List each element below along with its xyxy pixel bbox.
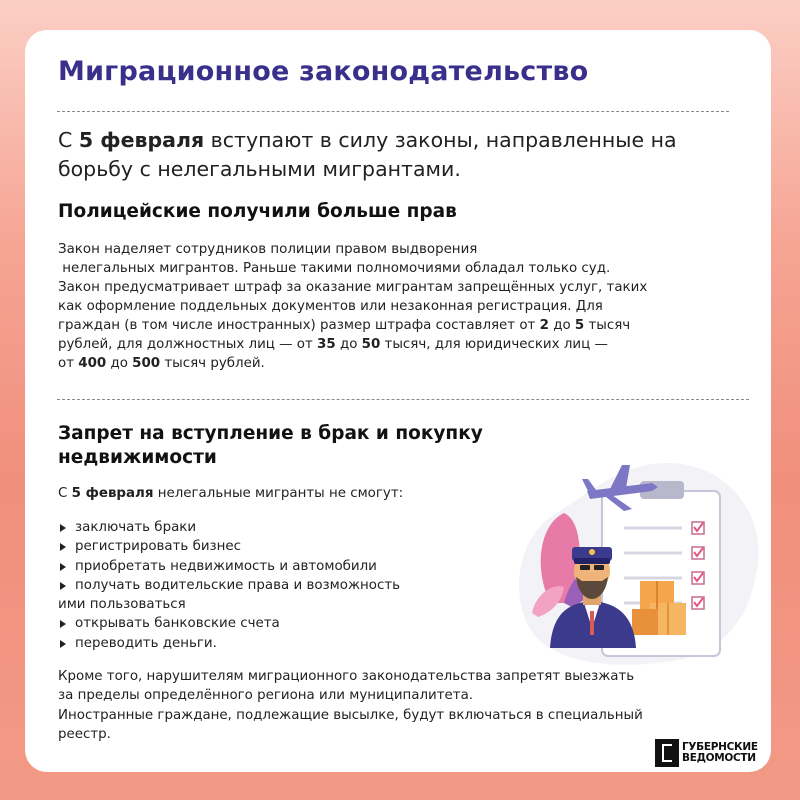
- text-run: до: [335, 337, 362, 352]
- text-run: нелегальных мигрантов. Раньше такими полномочиями обладал только суд.: [58, 261, 611, 276]
- list-item-text: регистрировать бизнес: [75, 539, 242, 555]
- text-run: до: [106, 356, 133, 371]
- paragraph-line: [58, 259, 647, 278]
- divider-top: [57, 111, 729, 112]
- text-run: граждан (в том числе иностранных) размер штрафа составляет от: [58, 318, 540, 333]
- bold-value: 5 февраля: [71, 486, 154, 501]
- section2-heading-line2: недвижимости: [58, 447, 217, 468]
- text-run: тысяч рублей.: [160, 356, 265, 371]
- divider-middle: [57, 399, 749, 400]
- list-item-text: получать водительские права и возможность: [75, 577, 401, 593]
- list-item-text: открывать банковские счета: [75, 616, 280, 632]
- bold-value: 2: [539, 318, 549, 333]
- bullet-arrow-icon: [60, 582, 66, 590]
- list-item-text: приобретать недвижимость и автомобили: [75, 558, 377, 574]
- logo-text: [682, 742, 758, 764]
- migration-illustration: [502, 443, 764, 665]
- bullet-arrow-icon: [60, 620, 66, 628]
- logo-line2: ВЕДОМОСТИ: [682, 752, 756, 764]
- section2-heading-line1: Запрет на вступление в брак и покупку: [58, 423, 483, 444]
- text-run: нелегальные мигранты не смогут:: [153, 486, 404, 501]
- page-title: Миграционное законодательство: [58, 56, 589, 87]
- list-item: [58, 614, 400, 633]
- text-run: рублей, для должностных лиц — от: [58, 337, 318, 352]
- paragraph-line: [58, 316, 647, 335]
- bullet-arrow-icon: [60, 640, 66, 648]
- logo-line1: ГУБЕРНСКИЕ: [682, 741, 758, 753]
- list-item-text: заключать браки: [75, 520, 197, 535]
- bold-value: 5: [574, 318, 585, 333]
- publisher-logo: [655, 738, 759, 768]
- paragraph-line: [58, 240, 647, 259]
- list-item-text: переводить деньги.: [75, 635, 217, 651]
- section2-lead: [58, 484, 403, 503]
- closing-line: за пределы определённого региона или муниципалитета.: [58, 688, 474, 704]
- closing-line: реестр.: [58, 726, 111, 742]
- bold-value: 500: [132, 356, 161, 371]
- bullet-arrow-icon: [60, 563, 66, 571]
- text-run: от: [58, 356, 79, 371]
- closing-paragraph: [58, 667, 643, 744]
- intro-date: 5 февраля: [78, 128, 205, 152]
- paragraph-line: [58, 278, 647, 297]
- closing-line: Кроме того, нарушителям миграционного законодательства запретят выезжать: [58, 669, 635, 684]
- list-item: [58, 576, 400, 615]
- text-run: С: [58, 486, 72, 501]
- bold-value: 50: [361, 337, 381, 352]
- intro-pre: С: [58, 128, 79, 152]
- text-run: Закон предусматривает штраф за оказание мигрантам запрещённых услуг, таких: [58, 280, 648, 295]
- bullet-arrow-icon: [60, 524, 66, 532]
- intro-text: [58, 126, 748, 184]
- text-run: Закон наделяет сотрудников полиции правом выдворения: [58, 242, 478, 257]
- bold-value: 35: [317, 337, 336, 352]
- text-run: тысяч: [584, 318, 631, 333]
- list-item: [58, 518, 400, 537]
- text-run: как оформление поддельных документов или незаконная регистрация. Для: [58, 299, 603, 314]
- bold-value: 400: [78, 356, 107, 371]
- section1-paragraph: [58, 240, 647, 373]
- paragraph-line: [58, 354, 647, 373]
- content-card: [25, 30, 771, 772]
- paragraph-line: [58, 297, 647, 316]
- bullet-arrow-icon: [60, 543, 66, 551]
- section2-heading: [58, 422, 483, 470]
- logo-icon: [655, 739, 679, 767]
- text-run: до: [548, 318, 575, 333]
- list-item: [58, 537, 400, 556]
- list-item: [58, 557, 400, 576]
- intro-post: вступают в силу законы, направленные на борьбу с нелегальными мигрантами.: [58, 128, 677, 181]
- paragraph-line: [58, 335, 647, 354]
- section1-heading: Полицейские получили больше прав: [58, 201, 457, 222]
- list-item: [58, 634, 400, 653]
- list-item-text: ими пользоваться: [58, 597, 186, 613]
- closing-line: Иностранные граждане, подлежащие высылке, будут включаться в специальный: [58, 707, 643, 723]
- restrictions-list: [58, 518, 400, 653]
- text-run: тысяч, для юридических лиц —: [380, 337, 608, 352]
